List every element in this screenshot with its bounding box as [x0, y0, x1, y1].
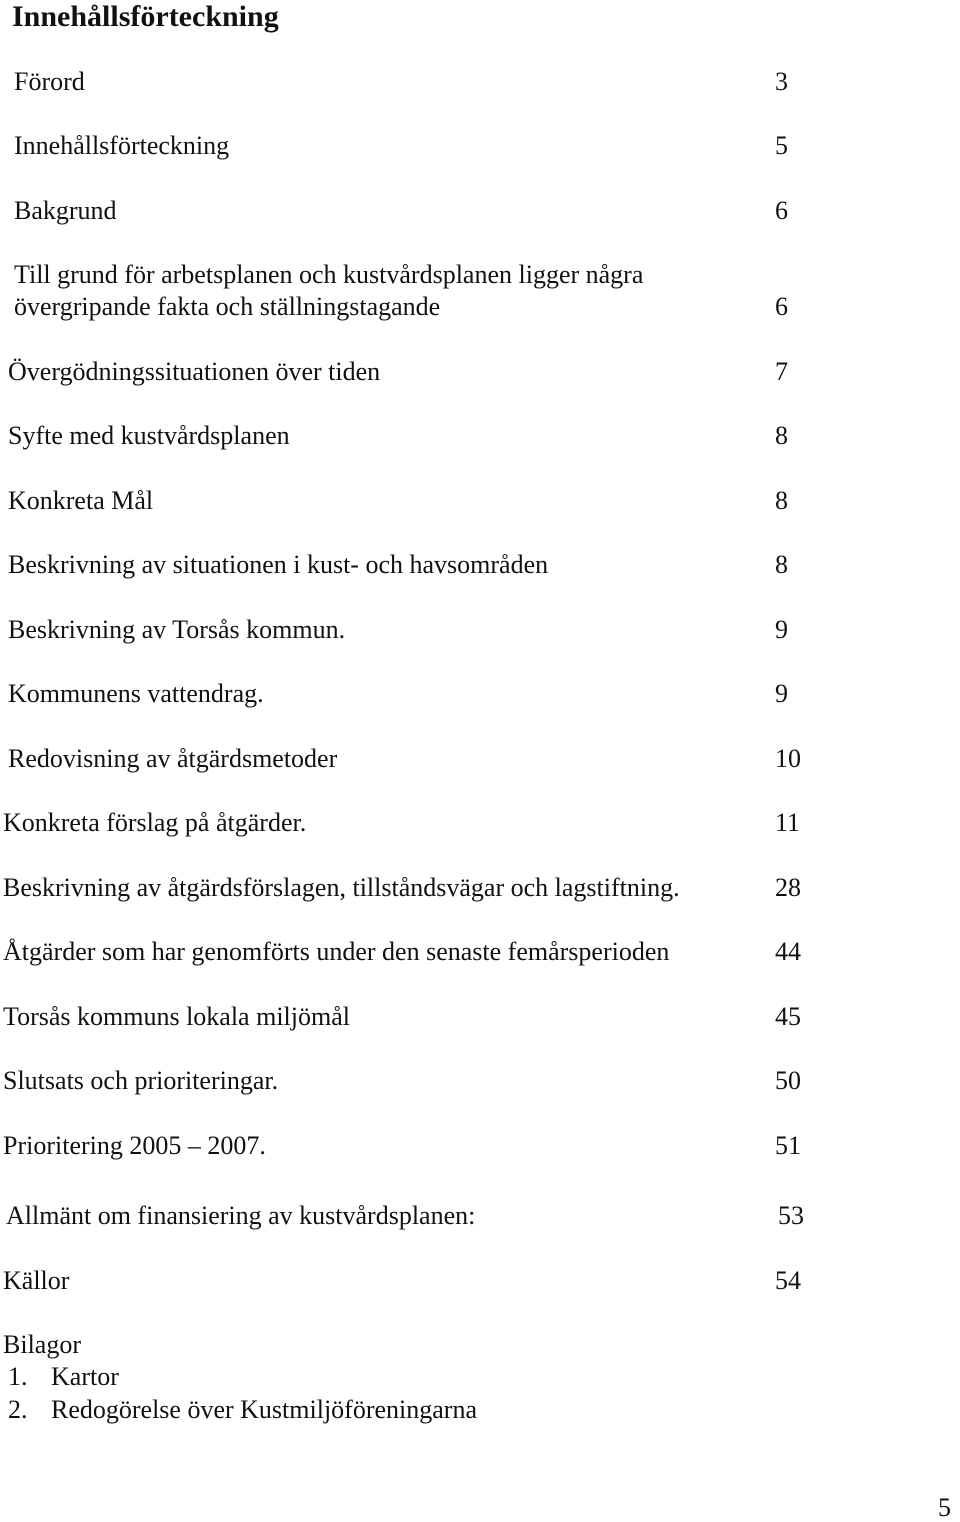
toc-page-overgodning: 7: [775, 357, 788, 386]
toc-entry-bakgrund: Bakgrund: [14, 196, 117, 225]
toc-page-kallor: 54: [775, 1266, 801, 1295]
toc-entry-slutsats: Slutsats och prioriteringar.: [3, 1066, 279, 1095]
appendix-item-num: 1.: [8, 1362, 28, 1391]
toc-entry-redovisning: Redovisning av åtgärdsmetoder: [8, 744, 338, 773]
toc-entry-overgodning: Övergödningssituationen över tiden: [8, 357, 381, 386]
toc-page-finansiering: 53: [778, 1201, 804, 1230]
toc-page-syfte: 8: [775, 421, 788, 450]
toc-title: Innehållsförteckning: [12, 0, 279, 33]
toc-page-konkreta-mal: 8: [775, 486, 788, 515]
toc-page-beskrivning-atgardsforslagen: 28: [775, 873, 801, 902]
toc-page-kommunens-vattendrag: 9: [775, 679, 788, 708]
toc-page-redovisning: 10: [775, 744, 801, 773]
toc-page-innehall: 5: [775, 131, 788, 160]
toc-page-till-grund: 6: [775, 292, 788, 321]
toc-entry-torsas-miljomal: Torsås kommuns lokala miljömål: [3, 1002, 350, 1031]
appendix-heading: Bilagor: [3, 1330, 81, 1359]
appendix-item-text: Kartor: [51, 1362, 119, 1391]
appendix-item-num: 2.: [8, 1395, 28, 1424]
toc-entry-till-grund-line1: Till grund för arbetsplanen och kustvårdsplanen ligger några: [14, 260, 644, 289]
toc-entry-beskrivning-situationen: Beskrivning av situationen i kust- och havsområden: [8, 550, 549, 579]
toc-entry-beskrivning-atgardsforslagen: Beskrivning av åtgärdsförslagen, tillståndsvägar och lagstiftning.: [3, 873, 680, 902]
toc-entry-konkreta-mal: Konkreta Mål: [8, 486, 154, 515]
toc-entry-beskrivning-torsas: Beskrivning av Torsås kommun.: [8, 615, 346, 644]
appendix-item-text: Redogörelse över Kustmiljöföreningarna: [51, 1395, 477, 1424]
toc-entry-forord: Förord: [14, 67, 85, 96]
toc-entry-finansiering: Allmänt om finansiering av kustvårdsplanen:: [6, 1201, 476, 1230]
toc-entry-till-grund-line2: övergripande fakta och ställningstagande: [14, 292, 441, 321]
toc-page-torsas-miljomal: 45: [775, 1002, 801, 1031]
toc-entry-innehall: Innehållsförteckning: [14, 131, 230, 160]
toc-entry-kommunens-vattendrag: Kommunens vattendrag.: [8, 679, 264, 708]
toc-page-forord: 3: [775, 67, 788, 96]
toc-entry-prioritering: Prioritering 2005 – 2007.: [3, 1131, 266, 1160]
toc-entry-kallor: Källor: [3, 1266, 70, 1295]
toc-page-konkreta-forslag: 11: [775, 808, 801, 837]
toc-entry-atgarder-genomforts: Åtgärder som har genomförts under den senaste femårsperioden: [3, 937, 670, 966]
toc-page-slutsats: 50: [775, 1066, 801, 1095]
page-number: 5: [938, 1493, 951, 1522]
toc-entry-konkreta-forslag: Konkreta förslag på åtgärder.: [3, 808, 307, 837]
toc-page-atgarder-genomforts: 44: [775, 937, 801, 966]
toc-page-bakgrund: 6: [775, 196, 788, 225]
toc-page-beskrivning-torsas: 9: [775, 615, 788, 644]
toc-page-beskrivning-situationen: 8: [775, 550, 788, 579]
toc-page-prioritering: 51: [775, 1131, 801, 1160]
toc-entry-syfte: Syfte med kustvårdsplanen: [8, 421, 290, 450]
